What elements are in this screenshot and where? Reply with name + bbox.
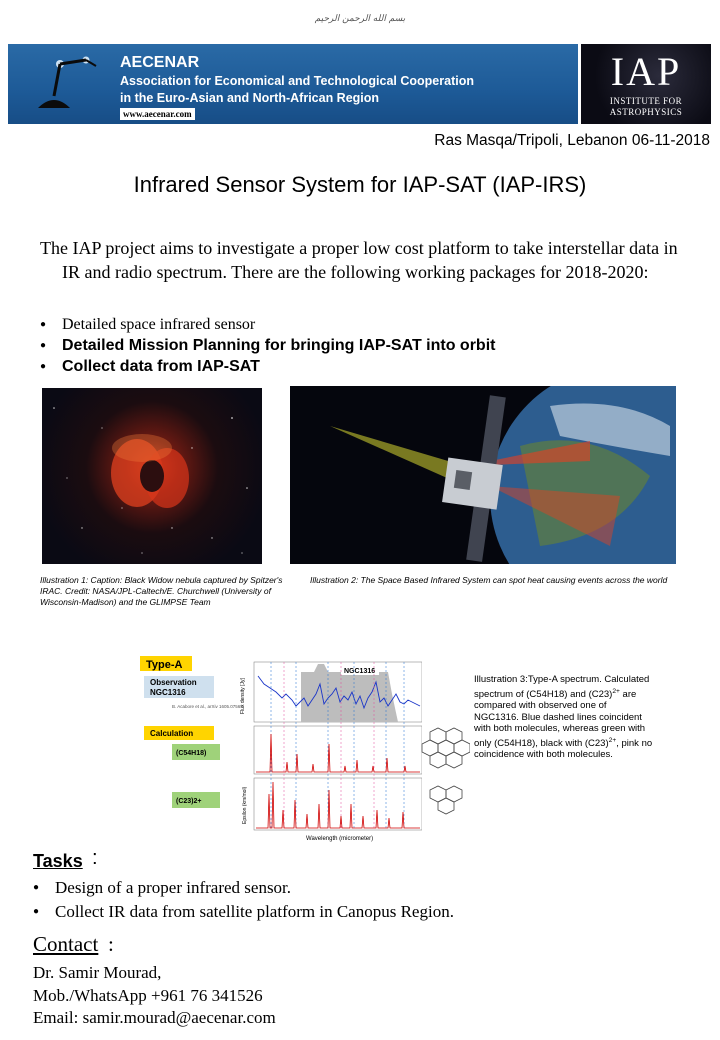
list-item <box>40 335 495 356</box>
list-item <box>40 314 495 335</box>
nebula-drawing <box>42 388 262 564</box>
contact-name: Dr. Samir Mourad, <box>33 963 162 982</box>
satellite-earth-image <box>290 386 676 564</box>
caption-3-text-3: , pink no coincidence with both molecules. <box>474 737 653 761</box>
black-widow-nebula-image <box>42 388 262 564</box>
caption-illustration-3 <box>474 674 654 761</box>
tasks-list <box>33 876 454 924</box>
contact-heading: Contact <box>33 932 99 956</box>
caption-3-text-2: are compared with observed one of NGC1316. Blue dashed lines coincident with both molecules, whereas green with only (C54H18), black with (C23) <box>474 688 646 749</box>
wavelength-axis-label: Wavelength (micrometer) <box>306 836 374 842</box>
iap-logo-subtitle-line1: INSTITUTE FOR <box>609 96 683 106</box>
iap-logo-subtitle <box>581 96 711 118</box>
bullet-icon: ● <box>33 906 40 917</box>
observation-reference: B. Acabore et al., arXiv 1605.07565 <box>172 704 243 709</box>
aecenar-fullname-line1: Association for Economical and Technological Cooperation <box>120 74 474 88</box>
observation-target: NGC1316 <box>150 688 186 697</box>
list-item <box>40 356 495 377</box>
bullet-icon: ● <box>33 882 40 893</box>
intro-paragraph: The IAP project aims to investigate a proper low cost platform to take interstellar data in IR and radio spectrum. There are the following working packages for 2018-2020: <box>40 238 678 282</box>
satellite-drawing <box>290 386 676 564</box>
aecenar-fullname-line2: in the Euro-Asian and North-African Region <box>120 91 380 105</box>
molecule-1-label: (C54H18) <box>176 750 207 757</box>
type-a-spectrum-figure <box>136 654 422 842</box>
tasks-heading: Tasks <box>33 851 83 871</box>
caption-illustration-2: Illustration 2: The Space Based Infrared System can spot heat causing events across the world <box>310 575 668 585</box>
molecule-structures-icon <box>420 720 470 830</box>
calculation-label: Calculation <box>150 729 194 738</box>
aecenar-name: AECENAR <box>120 54 200 71</box>
flux-density-axis-label: Flux density [Jy] <box>240 678 246 714</box>
list-item-text: Collect IR data from satellite platform in Canopus Region. <box>55 902 454 921</box>
iap-logo-letters: IAP <box>610 49 682 94</box>
bismillah-calligraphy: بسم الله الرحمن الرحيم <box>314 14 406 24</box>
type-a-label: Type-A <box>146 659 183 671</box>
caption-illustration-1: Illustration 1: Caption: Black Widow nebula captured by Spitzer's IRAC. Credit: NASA/JPL-Caltech/E. Churchwell (University of Wisconsin-Madison) and the GLIMPSE Team <box>40 575 283 607</box>
tasks-heading-colon: : <box>92 847 98 869</box>
list-item-text: Detailed space infrared sensor <box>62 316 256 333</box>
bullet-icon: ● <box>40 340 47 351</box>
molecule-2-label: (C23)2+ <box>176 798 202 805</box>
caption-3-superscript-2: 2+ <box>608 736 617 744</box>
robot-arm-logo-icon <box>24 52 104 112</box>
caption-3-superscript-1: 2+ <box>612 687 620 695</box>
bullet-icon: ● <box>40 361 47 372</box>
list-item <box>33 876 454 900</box>
list-item-text: Detailed Mission Planning for bringing IAP-SAT into orbit <box>62 337 496 354</box>
bullet-icon: ● <box>40 319 47 330</box>
list-item-text: Collect data from IAP-SAT <box>62 358 260 375</box>
observed-spectrum-panel <box>254 662 422 722</box>
aecenar-url: www.aecenar.com <box>120 108 195 120</box>
location-date: Ras Masqa/Tripoli, Lebanon 06-11-2018 <box>434 132 710 149</box>
list-item-text: Design of a proper infrared sensor. <box>55 878 292 897</box>
caption-3-text-1: Illustration 3:Type-A spectrum. Calculated spectrum of (C54H18) and (C23) <box>474 674 650 700</box>
epsilon-axis-label: Epsilon (km/mol) <box>242 786 248 824</box>
contact-phone: Mob./WhatsApp +961 76 341526 <box>33 986 263 1005</box>
list-item <box>33 900 454 924</box>
contact-heading-colon: : <box>108 932 114 956</box>
iap-logo-subtitle-line2: ASTROPHYSICS <box>609 107 683 117</box>
page-title: Infrared Sensor System for IAP-SAT (IAP-IRS) <box>133 172 587 197</box>
work-packages-list <box>40 314 495 377</box>
iap-logo <box>581 44 711 124</box>
contact-email: Email: samir.mourad@aecenar.com <box>33 1008 276 1027</box>
plot-label-ngc1316: NGC1316 <box>344 668 376 675</box>
observation-label: Observation <box>150 678 197 687</box>
